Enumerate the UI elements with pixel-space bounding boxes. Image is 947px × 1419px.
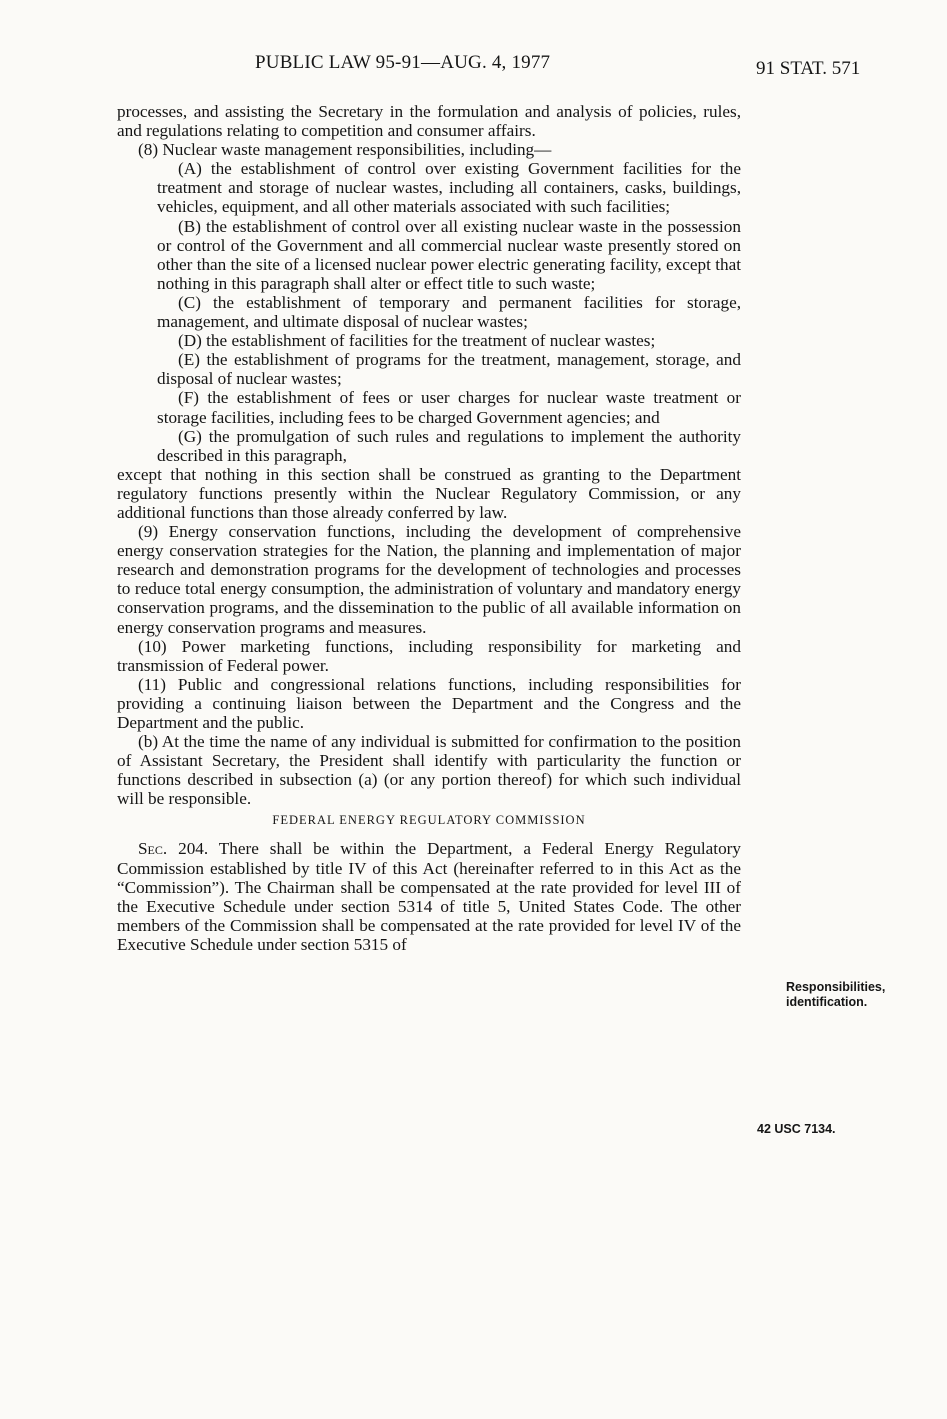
paragraph-8-B: (B) the establishment of control over all existing nuclear waste in the possession or control of the Government and all commercial nuclear waste presently stored on other than the site of a licensed nuclear power electric generating facility, except that nothing in this paragraph shall alter or effect title to such waste; [157,216,741,293]
paragraph-8-C: (C) the establishment of temporary and permanent facilities for storage, management, and ultimate disposal of nuclear wastes; [157,292,741,332]
paragraph-continuation: processes, and assisting the Secretary in the formulation and analysis of policies, rules, and regulations relating to competition and consumer affairs. [117,102,741,141]
section-heading: FEDERAL ENERGY REGULATORY COMMISSION [272,813,586,828]
body-text [117,102,741,954]
paragraph-8-E: (E) the establishment of programs for the treatment, management, storage, and disposal of nuclear wastes; [157,350,741,389]
paragraph-8-G: (G) the promulgation of such rules and regulations to implement the authority described in this paragraph, [157,426,741,465]
running-head-title: PUBLIC LAW 95-91—AUG. 4, 1977 [255,52,551,73]
paragraph-8-D: (D) the establishment of facilities for the treatment of nuclear wastes; [178,331,656,351]
paragraph-8-tail: except that nothing in this section shall be construed as granting to the Department regulatory functions presently within the Nuclear Regulatory Commission, or any additional functions than those already conferred by law. [117,464,741,522]
paragraph-9: (9) Energy conservation functions, including the development of comprehensive energy conservation strategies for the Nation, the planning and implementation of major research and demonstration programs for the development of technologies and processes to reduce total energy consumption, the administration of voluntary and mandatory energy conservation programs, and the dissemination to the public of all available information on energy conservation programs and measures. [117,522,741,637]
margin-note-responsibilities: Responsibilities, identification. [786,980,886,1009]
paragraph-8-A: (A) the establishment of control over existing Government facilities for the treatment and storage of nuclear wastes, including all containers, casks, buildings, vehicles, equipment, and all other materials associated with such facilities; [157,159,741,217]
section-label: Sec. [138,839,168,859]
section-204-text: 204. There shall be within the Department, a Federal Energy Regulatory Commission established by title IV of this Act (hereinafter referred to in this Act as the “Commission”). The Chairman shall be compensated at the rate provided for level III of the Executive Schedule under section 5314 of title 5, United States Code. The other members of the Commission shall be compensated at the rate provided for level IV of the Executive Schedule under section 5315 of [117,839,741,954]
margin-note-usc: 42 USC 7134. [757,1122,836,1136]
paragraph-8-F: (F) the establishment of fees or user charges for nuclear waste treatment or storage facilities, including fees to be charged Government agencies; and [157,388,741,427]
paragraph-11: (11) Public and congressional relations functions, including responsibilities for providing a continuing liaison between the Department and the Congress and the Department and the public. [117,674,741,732]
section-204 [117,839,741,954]
paragraph-b: (b) At the time the name of any individual is submitted for confirmation to the position of Assistant Secretary, the President shall identify with particularity the function or functions described in subsection (a) (or any portion thereof) for which such individual will be responsible. [117,732,741,809]
paragraph-10: (10) Power marketing functions, including responsibility for marketing and transmission of Federal power. [117,636,741,675]
statute-page-number: 91 STAT. 571 [756,58,861,79]
paragraph-8: (8) Nuclear waste management responsibilities, including— [138,140,552,160]
